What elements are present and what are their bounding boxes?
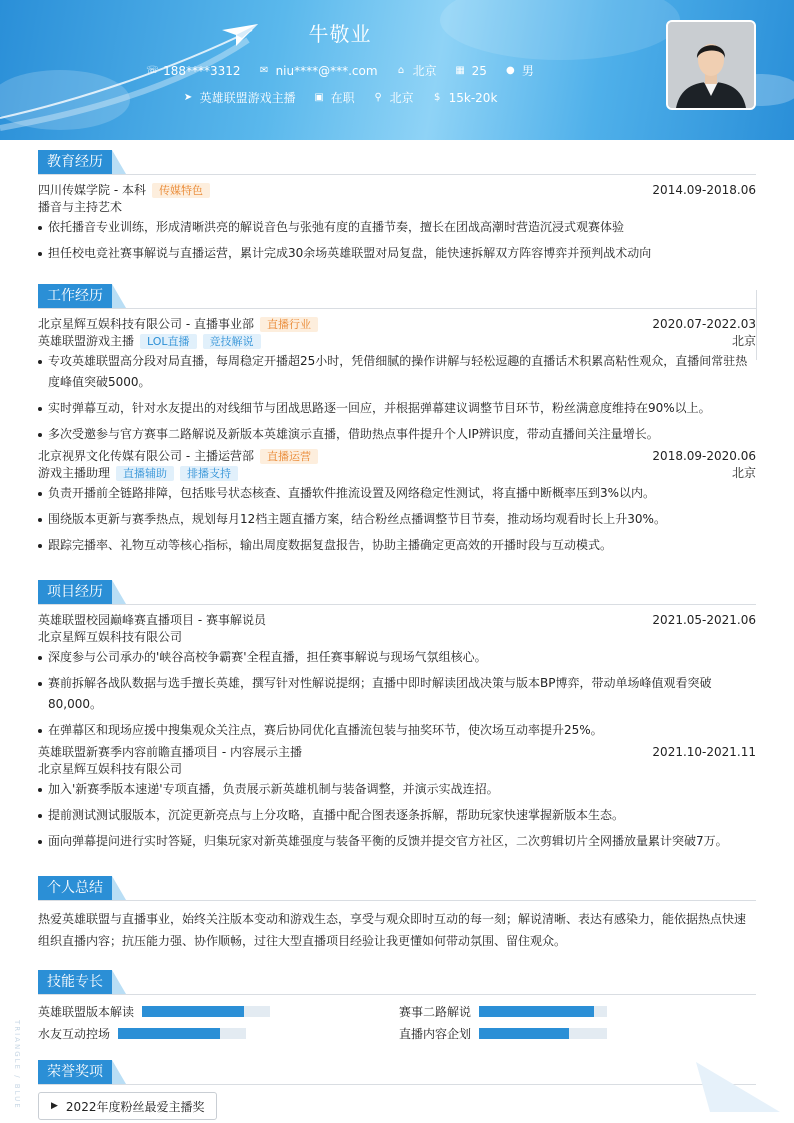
target-city-item (373, 89, 414, 106)
target-city-value: 北京 (389, 91, 414, 105)
project-org-row (38, 629, 756, 646)
gender-icon: ● (505, 65, 515, 76)
divider (38, 900, 756, 901)
skill-tag: 排播支持 (180, 466, 238, 481)
award-item[interactable] (38, 1092, 217, 1120)
skill-bar-fill (142, 1006, 244, 1017)
education-header-row (38, 182, 756, 199)
summary-section (38, 876, 756, 952)
role-line (38, 333, 261, 350)
school-name: 四川传媒学院 - 本科 (38, 183, 146, 197)
work-section (38, 284, 756, 556)
skill-bar-fill (479, 1006, 594, 1017)
work-date: 2020.07-2022.03 (652, 317, 756, 331)
list-item: 专攻英雄联盟高分段对局直播，每周稳定开播超25小时，凭借细腻的操作讲解与轻松逗趣的直播话术积累高粘性观众，直播间常驻热度峰值突破5000。 (38, 351, 756, 393)
gender-item (505, 62, 534, 79)
salary-item (432, 89, 498, 106)
list-item: 赛前拆解各战队数据与选手擅长英雄，撰写针对性解说提纲；直播中即时解读团战决策与版本BP博弈，带动单场峰值观看突破80,000。 (38, 673, 756, 715)
skills-heading (38, 970, 756, 994)
project-entry (38, 612, 756, 741)
divider (38, 308, 756, 309)
list-item: 依托播音专业训练，形成清晰洪亮的解说音色与张弛有度的直播节奏，擅长在团战高潮时营造沉浸式观赛体验 (38, 217, 756, 238)
skill-tag: 竞技解说 (203, 334, 261, 349)
project-bullets (38, 647, 756, 741)
target-job-item (183, 89, 296, 106)
skill-bar-fill (479, 1028, 569, 1039)
divider (38, 994, 756, 995)
major-row (38, 199, 756, 216)
vertical-divider (756, 290, 757, 360)
caret-right-icon: ▶ (51, 1101, 58, 1111)
list-item: 在弹幕区和现场应援中搜集观众关注点，赛后协同优化直播流包装与抽奖环节，使次场互动率提升25%。 (38, 720, 756, 741)
role-row (38, 465, 756, 482)
list-item: 提前测试测试服版本，沉淀更新亮点与上分攻略，直播中配合图表逐条拆解，帮助玩家快速掌握新版本生态。 (38, 805, 756, 826)
project-org: 北京星辉互娱科技有限公司 (38, 630, 183, 644)
project-title: 英雄联盟新赛季内容前瞻直播项目 - 内容展示主播 (38, 745, 302, 759)
awards-section (38, 1060, 756, 1084)
section-title: 项目经历 (38, 580, 112, 604)
skills-section (38, 970, 756, 994)
list-item: 面向弹幕提问进行实时答疑，归集玩家对新英雄强度与装备平衡的反馈并提交官方社区，二次剪辑切片全网播放量累计突破7万。 (38, 831, 756, 852)
work-header-row (38, 316, 756, 333)
list-item: 加入'新赛季版本速递'专项直播，负责展示新英雄机制与装备调整，并演示实战连招。 (38, 779, 756, 800)
major-name: 播音与主持艺术 (38, 200, 123, 214)
email-item (259, 62, 378, 79)
divider (38, 604, 756, 605)
target-job-value: 英雄联盟游戏主播 (199, 91, 296, 105)
age-item (455, 62, 487, 79)
section-title: 荣誉奖项 (38, 1060, 112, 1084)
project-header-row (38, 744, 756, 761)
project-title: 英雄联盟校园巅峰赛直播项目 - 赛事解说员 (38, 613, 266, 627)
work-heading (38, 284, 756, 308)
education-heading (38, 150, 756, 174)
status-item (314, 89, 355, 106)
awards-heading (38, 1060, 756, 1084)
school-line (38, 182, 210, 199)
project-bullets (38, 779, 756, 852)
salary-value: 15k-20k (448, 90, 498, 105)
skill-item (38, 1025, 246, 1042)
project-header-row (38, 612, 756, 629)
cake-icon: ▦ (455, 65, 465, 76)
work-bullets (38, 351, 756, 445)
work-entry (38, 316, 756, 445)
skill-bar (479, 1028, 607, 1039)
project-section (38, 580, 756, 852)
section-title: 工作经历 (38, 284, 112, 308)
skill-item (399, 1003, 607, 1020)
list-item: 围绕版本更新与赛季热点，规划每月12档主题直播方案，结合粉丝点播调整节目节奏，推动场均观看时长上升30%。 (38, 509, 756, 530)
mail-icon: ✉ (259, 65, 269, 76)
skill-name: 直播内容企划 (399, 1027, 472, 1041)
avatar (666, 20, 756, 110)
list-item: 多次受邀参与官方赛事二路解说及新版本英雄演示直播，借助热点事件提升个人IP辨识度，带动直播间关注量增长。 (38, 424, 756, 445)
list-item: 深度参与公司承办的'峡谷高校争霸赛'全程直播，担任赛事解说与现场气氛组核心。 (38, 647, 756, 668)
company-name: 北京视界文化传媒有限公司 - 主播运营部 (38, 449, 254, 463)
education-tag: 传媒特色 (152, 183, 210, 198)
award-name: 2022年度粉丝最爱主播奖 (65, 1099, 205, 1114)
triangle-decoration (696, 1062, 780, 1112)
skill-name: 水友互动控场 (38, 1027, 111, 1041)
list-item: 实时弹幕互动，针对水友提出的对线细节与团战思路逐一回应，并根据弹幕建议调整节目环节，粉丝满意度维持在90%以上。 (38, 398, 756, 419)
company-line (38, 316, 318, 333)
city-item (396, 62, 437, 79)
list-item: 负责开播前全链路排障，包括账号状态核查、直播软件推流设置及网络稳定性测试，将直播中断概率压到3%以内。 (38, 483, 756, 504)
role-name: 游戏主播助理 (38, 466, 111, 480)
side-watermark: TRIANGLE / BLUE (13, 1020, 21, 1110)
city-value: 北京 (412, 64, 437, 78)
skill-bar (142, 1006, 270, 1017)
skill-bar (479, 1006, 607, 1017)
send-icon: ➤ (183, 92, 193, 103)
skill-tag: LOL直播 (140, 334, 197, 349)
work-entry (38, 448, 756, 556)
contact-row (0, 62, 680, 79)
phone-value: 188****3312 (163, 63, 241, 78)
summary-text: 热爱英雄联盟与直播事业，始终关注版本变动和游戏生态，享受与观众即时互动的每一刻；解说清晰、表达有感染力，能依据热点快速组织直播内容；抗压能力强、协作顺畅，过往大型直播项目经验让我更懂如何带动氛围、留住观众。 (38, 912, 747, 948)
resume-header (0, 0, 794, 140)
candidate-name: 牛敬业 (308, 22, 372, 46)
money-icon: $ (433, 92, 441, 103)
section-title: 技能专长 (38, 970, 112, 994)
project-date: 2021.10-2021.11 (652, 745, 756, 759)
work-city: 北京 (731, 466, 756, 480)
role-line (38, 465, 238, 482)
education-section (38, 150, 756, 264)
skill-bar-fill (118, 1028, 220, 1039)
company-line (38, 448, 318, 465)
company-name: 北京星辉互娱科技有限公司 - 直播事业部 (38, 317, 254, 331)
skill-item (399, 1025, 607, 1042)
section-title: 教育经历 (38, 150, 112, 174)
divider (38, 1084, 756, 1085)
education-bullets (38, 217, 756, 264)
industry-tag: 直播运营 (260, 449, 318, 464)
avatar-portrait (668, 22, 754, 108)
skill-bar (118, 1028, 246, 1039)
divider (38, 174, 756, 175)
work-header-row (38, 448, 756, 465)
project-date: 2021.05-2021.06 (652, 613, 756, 627)
age-value: 25 (471, 63, 487, 78)
section-title: 个人总结 (38, 876, 112, 900)
gender-value: 男 (521, 64, 534, 78)
role-row (38, 333, 756, 350)
role-name: 英雄联盟游戏主播 (38, 334, 135, 348)
work-bullets (38, 483, 756, 556)
job-intent-row (0, 89, 680, 106)
list-item: 担任校电竞社赛事解说与直播运营，累计完成30余场英雄联盟对局复盘，能快速拆解双方阵容博弈并预判战术动向 (38, 243, 756, 264)
work-date: 2018.09-2020.06 (652, 449, 756, 463)
project-entry (38, 744, 756, 852)
skill-name: 英雄联盟版本解读 (38, 1005, 135, 1019)
project-org: 北京星辉互娱科技有限公司 (38, 762, 183, 776)
phone-icon: ☏ (146, 65, 159, 76)
list-item: 跟踪完播率、礼物互动等核心指标，输出周度数据复盘报告，协助主播确定更高效的开播时段与互动模式。 (38, 535, 756, 556)
education-date: 2014.09-2018.06 (652, 183, 756, 197)
summary-heading (38, 876, 756, 900)
skill-name: 赛事二路解说 (399, 1005, 472, 1019)
skill-item (38, 1003, 270, 1020)
status-value: 在职 (330, 91, 355, 105)
project-heading (38, 580, 756, 604)
location-pin-icon: ⚲ (374, 92, 382, 103)
email-value: niu****@***.com (275, 63, 378, 78)
skill-tag: 直播辅助 (116, 466, 174, 481)
industry-tag: 直播行业 (260, 317, 318, 332)
phone-item (146, 62, 240, 79)
briefcase-icon: ▣ (314, 92, 324, 103)
work-city: 北京 (731, 334, 756, 348)
project-org-row (38, 761, 756, 778)
home-icon: ⌂ (397, 65, 405, 76)
